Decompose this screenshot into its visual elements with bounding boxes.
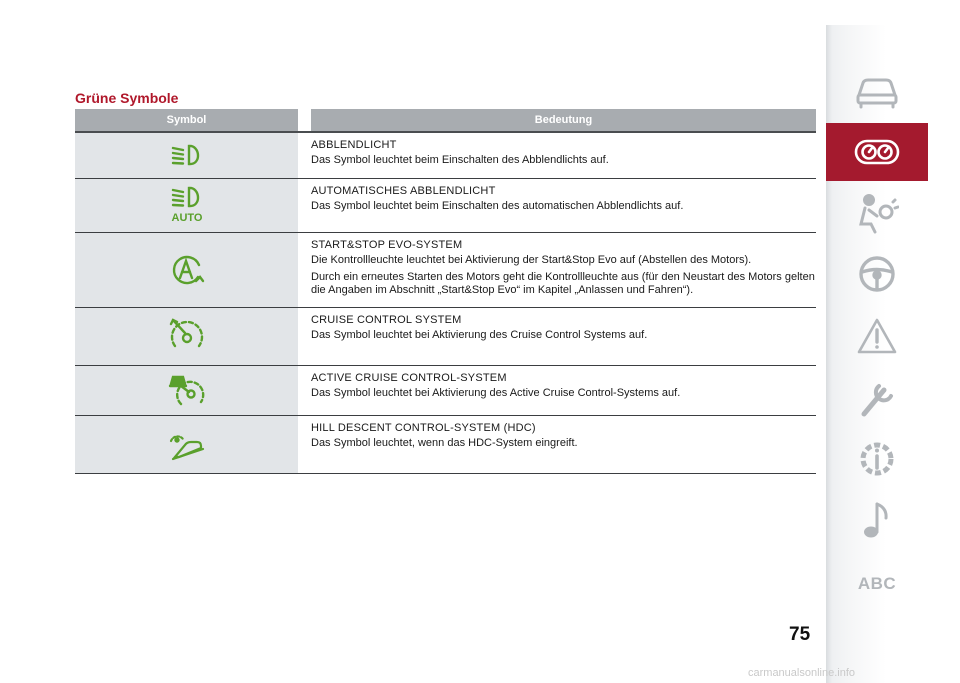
symbol-description: Die Kontrollleuchte leuchtet bei Aktivierung der Start&Stop Evo auf (Abstellen des Motors). <box>311 253 752 266</box>
symbol-description: Das Symbol leuchtet beim Einschalten des Abblendlichts auf. <box>311 154 609 166</box>
header-gap <box>298 109 311 132</box>
low-beam-icon <box>75 142 298 168</box>
symbol-cell <box>75 232 298 307</box>
table-row <box>75 232 816 307</box>
cruise-control-icon <box>75 316 298 356</box>
chapter-sidebar <box>826 25 960 683</box>
table-row <box>75 178 816 232</box>
symbol-cell <box>75 307 298 365</box>
start-stop-icon <box>75 253 298 287</box>
symbol-cell <box>75 178 298 232</box>
auto-low-beam-icon <box>75 186 298 224</box>
sidebar-item-safety[interactable] <box>826 185 928 243</box>
page-number: 75 <box>789 624 811 645</box>
symbol-description: Das Symbol leuchtet bei Aktivierung des Cruise Control Systems auf. <box>311 328 648 341</box>
sidebar-item-multimedia[interactable] <box>826 491 928 549</box>
music-note-icon <box>861 500 893 540</box>
header-meaning: Bedeutung <box>311 109 816 132</box>
symbol-name: AUTOMATISCHES ABBLENDLICHT <box>311 184 496 197</box>
symbol-name: CRUISE CONTROL SYSTEM <box>311 313 462 326</box>
table-row <box>75 307 816 365</box>
hill-descent-control-icon <box>75 427 298 461</box>
sidebar-item-technical-data[interactable] <box>826 430 928 488</box>
table-row <box>75 365 816 415</box>
header-symbol: Symbol <box>75 109 298 132</box>
symbol-table <box>75 109 816 474</box>
table-row <box>75 415 816 473</box>
watermark: carmanualsonline.info <box>748 667 856 679</box>
sidebar-item-index[interactable] <box>826 555 928 613</box>
symbol-description: Das Symbol leuchtet beim Einschalten des automatischen Abblendlichts auf. <box>311 199 684 212</box>
active-cruise-control-icon <box>75 372 298 408</box>
steering-wheel-icon <box>857 254 897 294</box>
table-header-row <box>75 109 816 132</box>
symbol-cell <box>75 415 298 473</box>
dashboard-gauges-icon <box>854 138 900 166</box>
car-icon <box>855 77 899 109</box>
description-cell <box>311 307 816 365</box>
symbol-name: ACTIVE CRUISE CONTROL-SYSTEM <box>311 371 507 384</box>
description-cell <box>311 178 816 232</box>
description-cell <box>311 365 816 415</box>
table-row <box>75 132 816 178</box>
symbol-cell <box>75 132 298 178</box>
symbol-name: START&STOP EVO-SYSTEM <box>311 238 463 251</box>
sidebar-item-emergency[interactable] <box>826 307 928 365</box>
sidebar-item-maintenance[interactable] <box>826 370 928 428</box>
symbol-description: Durch ein erneutes Starten des Motors geht die Kontrollleuchte aus (für den Neustart des Motors gelten die Angaben im Abschnitt „Start&Stop Evo“ im Kapitel „Anlassen und Fahren“). <box>311 270 815 296</box>
sidebar-item-driving[interactable] <box>826 245 928 303</box>
symbol-name: HILL DESCENT CONTROL-SYSTEM (HDC) <box>311 421 536 434</box>
abc-index-icon: ABC <box>857 574 897 593</box>
sidebar-item-vehicle[interactable] <box>826 64 928 122</box>
section-title: Grüne Symbole <box>75 90 179 106</box>
description-cell <box>311 132 816 178</box>
symbol-cell <box>75 365 298 415</box>
symbol-name: ABBLENDLICHT <box>311 139 397 151</box>
symbol-description: Das Symbol leuchtet, wenn das HDC-System eingreift. <box>311 436 578 449</box>
info-gear-icon <box>856 438 898 480</box>
description-cell <box>311 415 816 473</box>
description-cell <box>311 232 816 307</box>
sidebar-item-dashboard[interactable] <box>826 123 928 181</box>
svg-text:AUTO: AUTO <box>171 212 202 224</box>
airbag-icon <box>855 194 899 234</box>
warning-triangle-icon <box>856 317 898 355</box>
symbol-description: Das Symbol leuchtet bei Aktivierung des Active Cruise Control-Systems auf. <box>311 386 681 399</box>
wrench-icon <box>857 378 897 420</box>
